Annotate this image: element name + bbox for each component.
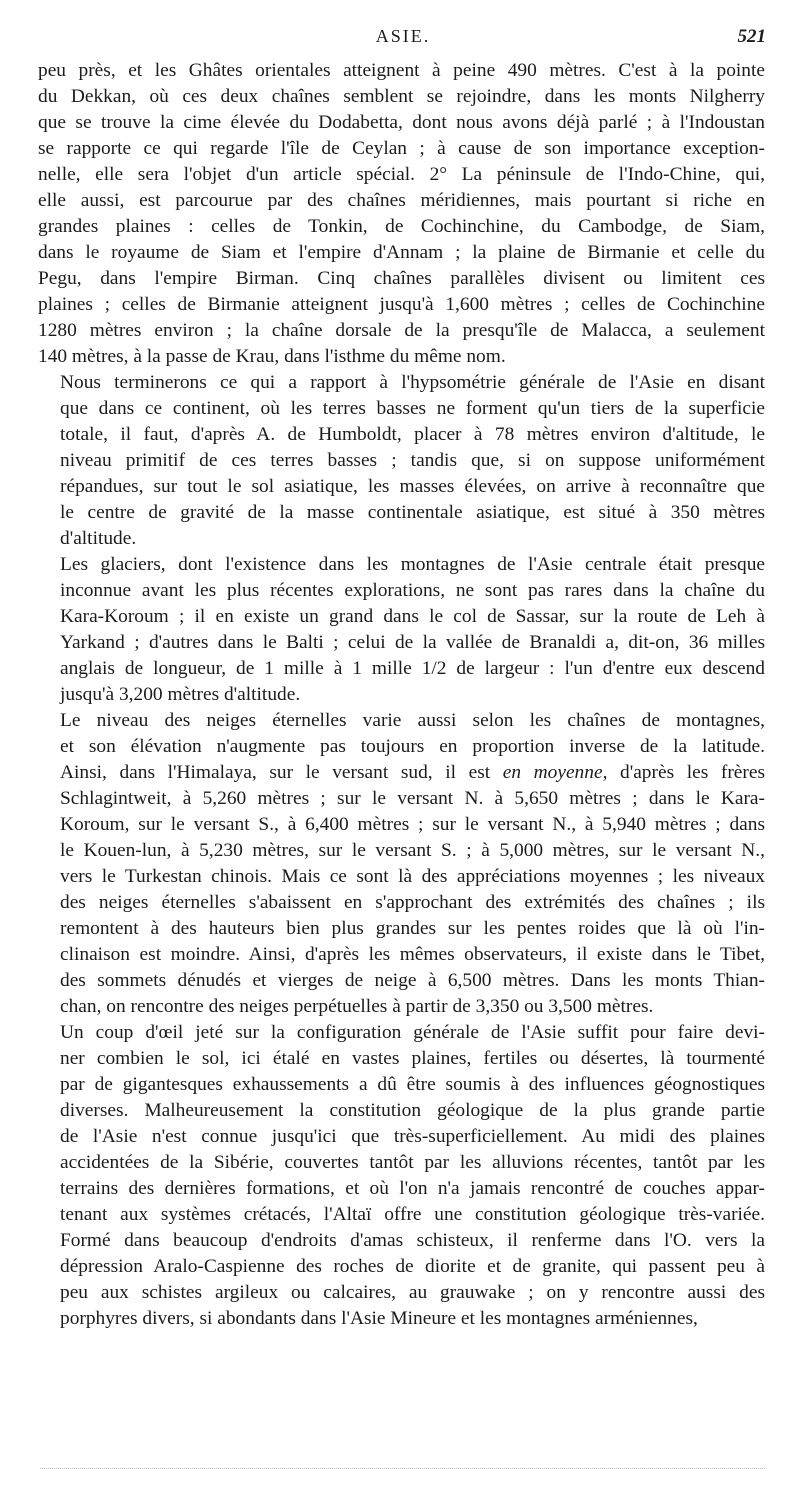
- text-line: diverses. Malheureusement la constitution géologique de la plus grande partie: [60, 1100, 765, 1121]
- text-line: niveau primitif de ces terres basses ; tandis que, si on suppose uniformément: [60, 450, 765, 471]
- text-line: vers le Turkestan chinois. Mais ce sont là des appréciations moyennes ; les niveaux: [60, 866, 765, 887]
- paragraph: [38, 708, 765, 1020]
- text-line: Ainsi, dans l'Himalaya, sur le versant sud, il est en moyenne, d'après les frères: [60, 762, 765, 783]
- text-line: chan, on rencontre des neiges perpétuelles à partir de 3,350 ou 3,500 mètres.: [60, 996, 654, 1017]
- text-line: plaines ; celles de Birmanie atteignent jusqu'à 1,600 mètres ; celles de Cochinchine: [38, 294, 765, 315]
- text-line: tenant aux systèmes crétacés, l'Altaï offre une constitution géologique très-variée.: [60, 1204, 765, 1225]
- footer-rule: [40, 1468, 765, 1469]
- text-line: dans le royaume de Siam et l'empire d'Annam ; la plaine de Birmanie et celle du: [38, 242, 765, 263]
- paragraph: [38, 1020, 765, 1332]
- text-line: Kara-Koroum ; il en existe un grand dans le col de Sassar, sur la route de Leh à: [60, 606, 765, 627]
- body-text: [38, 58, 765, 1332]
- text-line: de l'Asie n'est connue jusqu'ici que très-superficiellement. Au midi des plaines: [60, 1126, 765, 1147]
- text-line: le Kouen-lun, à 5,230 mètres, sur le versant S. ; à 5,000 mètres, sur le versant N.,: [60, 840, 765, 861]
- text-line: peu près, et les Ghâtes orientales atteignent à peine 490 mètres. C'est à la pointe: [38, 60, 765, 81]
- text-line: inconnue avant les plus récentes explorations, ne sont pas rares dans la chaîne du: [60, 580, 765, 601]
- paragraph: [38, 370, 765, 552]
- text-line: dépression Aralo-Caspienne des roches de diorite et de granite, qui passent peu à: [60, 1256, 765, 1277]
- text-line: anglais de longueur, de 1 mille à 1 mille 1/2 de largeur : l'un d'entre eux descend: [60, 658, 765, 679]
- page-number: 521: [737, 26, 766, 47]
- text-line: grandes plaines : celles de Tonkin, de Cochinchine, du Cambodge, de Siam,: [38, 216, 765, 237]
- text-line: nelle, elle sera l'objet d'un article spécial. 2° La péninsule de l'Indo-Chine, qui,: [38, 164, 765, 185]
- text-line: Le niveau des neiges éternelles varie aussi selon les chaînes de montagnes,: [60, 710, 765, 731]
- text-line: se rapporte ce qui regarde l'île de Ceylan ; à cause de son importance exception-: [38, 138, 765, 159]
- paragraph: [38, 552, 765, 708]
- text-line: peu aux schistes argileux ou calcaires, au grauwake ; on y rencontre aussi des: [60, 1282, 765, 1303]
- text-line: Formé dans beaucoup d'endroits d'amas schisteux, il renferme dans l'O. vers la: [60, 1230, 765, 1251]
- text-line: Nous terminerons ce qui a rapport à l'hypsométrie générale de l'Asie en disant: [60, 372, 765, 393]
- text-line: que dans ce continent, où les terres basses ne forment qu'un tiers de la superficie: [60, 398, 765, 419]
- text-line: Schlagintweit, à 5,260 mètres ; sur le versant N. à 5,650 mètres ; dans le Kara-: [60, 788, 765, 809]
- text-line: totale, il faut, d'après A. de Humboldt, placer à 78 mètres environ d'altitude, le: [60, 424, 765, 445]
- text-line: des neiges éternelles s'abaissent en s'approchant des extrémités des chaînes ; ils: [60, 892, 765, 913]
- text-line: Les glaciers, dont l'existence dans les montagnes de l'Asie centrale était presque: [60, 554, 765, 575]
- text-line: Yarkand ; d'autres dans le Balti ; celui de la vallée de Branaldi a, dit-on, 36 milles: [60, 632, 765, 653]
- text-line: le centre de gravité de la masse continentale asiatique, est situé à 350 mètres: [60, 502, 765, 523]
- text-line: elle aussi, est parcourue par des chaînes méridiennes, mais pourtant si riche en: [38, 190, 765, 211]
- page-header: [40, 20, 766, 50]
- text-line: Un coup d'œil jeté sur la configuration générale de l'Asie suffit pour faire devi-: [60, 1022, 765, 1043]
- text-line: par de gigantesques exhaussements a dû être soumis à des influences géognostiques: [60, 1074, 765, 1095]
- text-line: ner combien le sol, ici étalé en vastes plaines, fertiles ou désertes, là tourmenté: [60, 1048, 765, 1069]
- running-head: ASIE.: [375, 26, 431, 46]
- text-line: Koroum, sur le versant S., à 6,400 mètres ; sur le versant N., à 5,940 mètres ; dans: [60, 814, 765, 835]
- text-line: remontent à des hauteurs bien plus grandes sur les pentes roides que là où l'in-: [60, 918, 765, 939]
- text-line: du Dekkan, où ces deux chaînes semblent se rejoindre, dans les monts Nilgherry: [38, 86, 765, 107]
- text-line: et son élévation n'augmente pas toujours en proportion inverse de la latitude.: [60, 736, 765, 757]
- text-line: porphyres divers, si abondants dans l'Asie Mineure et les montagnes arméniennes,: [60, 1308, 698, 1329]
- text-line: accidentées de la Sibérie, couvertes tantôt par les alluvions récentes, tantôt par les: [60, 1152, 765, 1173]
- text-line: 140 mètres, à la passe de Krau, dans l'isthme du même nom.: [38, 346, 506, 367]
- text-line: des sommets dénudés et vierges de neige à 6,500 mètres. Dans les monts Thian-: [60, 970, 765, 991]
- text-line: d'altitude.: [60, 528, 137, 549]
- paragraph: [38, 58, 765, 370]
- text-line: répandues, sur tout le sol asiatique, les masses élevées, on arrive à reconnaître que: [60, 476, 765, 497]
- text-line: que se trouve la cime élevée du Dodabetta, dont nous avons déjà parlé ; à l'Indoustan: [38, 112, 765, 133]
- text-line: jusqu'à 3,200 mètres d'altitude.: [60, 684, 301, 705]
- text-line: Pegu, dans l'empire Birman. Cinq chaînes parallèles divisent ou limitent ces: [38, 268, 765, 289]
- text-line: 1280 mètres environ ; la chaîne dorsale de la presqu'île de Malacca, a seulement: [38, 320, 765, 341]
- text-line: terrains des dernières formations, et où l'on n'a jamais rencontré de couches appar-: [60, 1178, 765, 1199]
- text-line: clinaison est moindre. Ainsi, d'après les mêmes observateurs, il existe dans le Tibet,: [60, 944, 765, 965]
- emphasis: en moyenne: [502, 762, 603, 783]
